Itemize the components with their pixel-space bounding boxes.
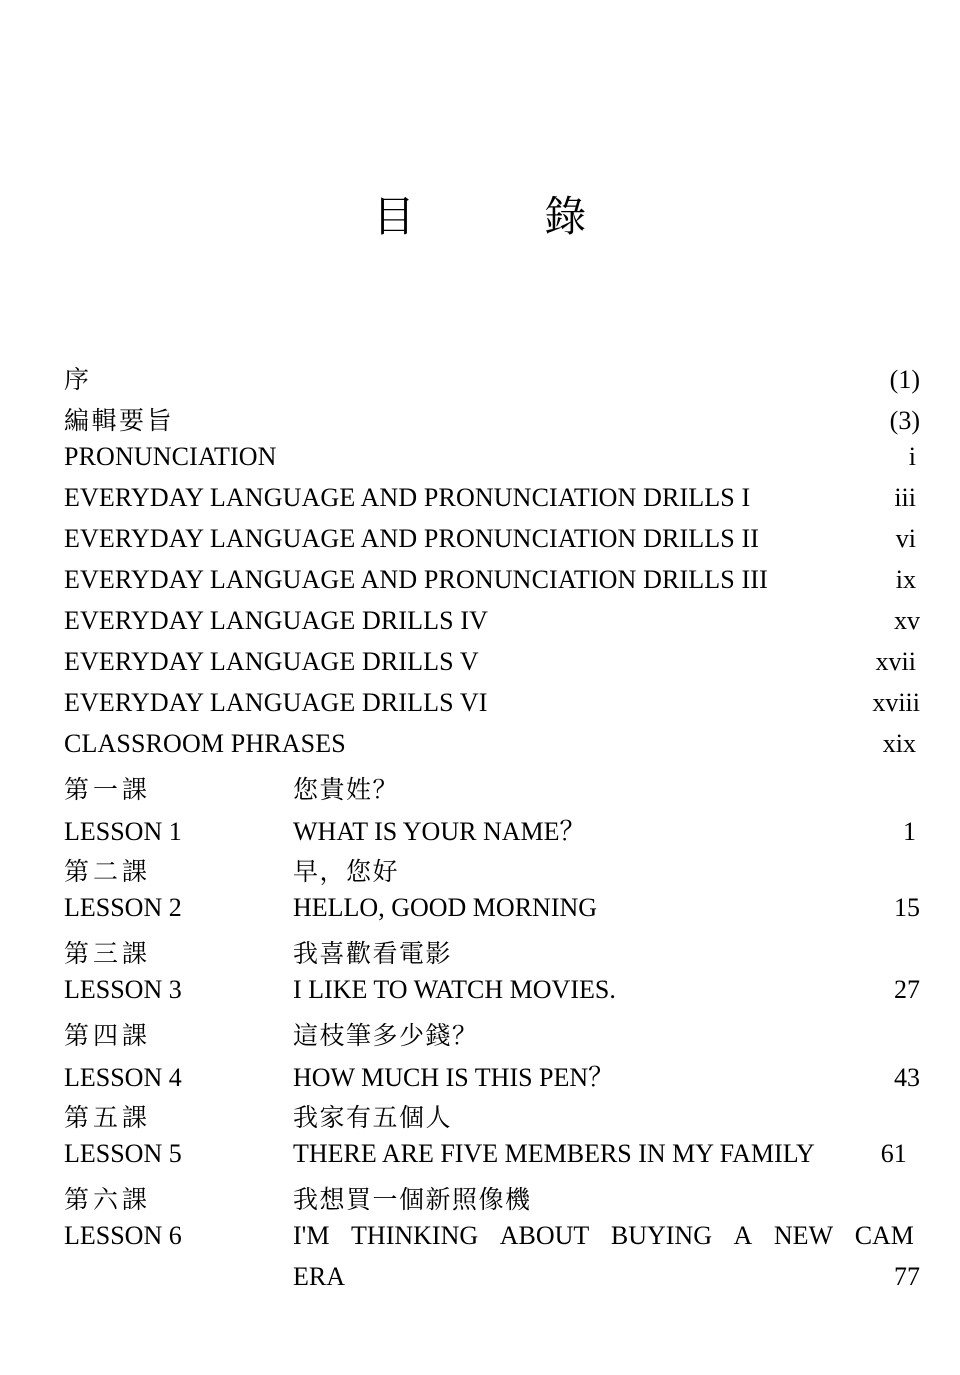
dot-leader (763, 531, 854, 547)
lesson-title-en: I LIKE TO WATCH MOVIES. (293, 975, 616, 1004)
lesson-page: 1 (903, 817, 916, 846)
lesson-number-en: LESSON 1 (64, 817, 182, 846)
lesson-number-cjk: 第五課 (64, 1103, 152, 1132)
toc-entry-label: EVERYDAY LANGUAGE DRILLS IV (64, 606, 489, 635)
toc-entry-classroom-phrases[interactable] (64, 729, 920, 770)
title-word: I'M (293, 1221, 330, 1250)
lesson-cjk-line (64, 852, 920, 893)
toc-entry-page: vi (895, 524, 916, 553)
dot-leader (483, 654, 854, 670)
lesson-page: 77 (894, 1262, 920, 1291)
toc-entry-page: xviii (872, 688, 920, 717)
lesson-en-line-2 (64, 1262, 920, 1303)
lesson-page: 27 (894, 975, 920, 1004)
dot-leader (492, 695, 858, 711)
toc-entry-label: EVERYDAY LANGUAGE AND PRONUNCIATION DRILLS I (64, 483, 751, 512)
lesson-en-line (64, 893, 920, 934)
dot-leader (601, 900, 858, 916)
lesson-number-en: LESSON 2 (64, 893, 182, 922)
lesson-number-cjk: 第六課 (64, 1185, 152, 1214)
toc-entry-editorial-notes[interactable] (64, 401, 920, 442)
lesson-en-line (64, 811, 920, 852)
toc-entry-label: CLASSROOM PHRASES (64, 729, 346, 758)
lesson-number-en: LESSON 4 (64, 1063, 182, 1092)
toc-lesson-4[interactable] (64, 1016, 920, 1098)
toc-entry-label: EVERYDAY LANGUAGE DRILLS V (64, 647, 479, 676)
lesson-page: 61 (880, 1139, 907, 1168)
toc-entry-drills-3[interactable] (64, 565, 920, 606)
lesson-title-en: THERE ARE FIVE MEMBERS IN MY FAMILY (293, 1139, 815, 1168)
toc-lesson-6[interactable] (64, 1180, 920, 1303)
toc-entry-page: iii (894, 483, 916, 512)
toc-lesson-5[interactable] (64, 1098, 920, 1180)
title-word: THINKING (351, 1221, 479, 1250)
lesson-cjk-line (64, 1180, 920, 1221)
lesson-title-en-line2: ERA (293, 1262, 345, 1291)
dot-leader (349, 1269, 858, 1285)
toc-entry-drills-6[interactable] (64, 688, 920, 729)
lesson-title-en: HOW MUCH IS THIS PEN？ (293, 1063, 615, 1092)
toc-entry-label: EVERYDAY LANGUAGE DRILLS VI (64, 688, 488, 717)
title-word: ABOUT (499, 1221, 590, 1250)
lesson-title-cjk: 早，您好 (293, 857, 400, 886)
toc-entry-page: xv (894, 606, 920, 635)
lesson-title-en: HELLO, GOOD MORNING (293, 893, 598, 922)
toc-entry-label: PRONUNCIATION (64, 442, 277, 471)
lesson-title-cjk: 您貴姓？ (293, 775, 400, 804)
lesson-title-cjk: 我家有五個人 (293, 1103, 453, 1132)
lesson-title-cjk: 這枝筆多少錢？ (293, 1021, 479, 1050)
dot-leader (350, 736, 854, 752)
toc-lesson-3[interactable] (64, 934, 920, 1016)
lesson-number-cjk: 第三課 (64, 939, 152, 968)
dot-leader (281, 449, 854, 465)
lesson-number-en: LESSON 3 (64, 975, 182, 1004)
dot-leader (178, 413, 858, 429)
lesson-cjk-line (64, 1016, 920, 1057)
lesson-cjk-line (64, 1098, 920, 1139)
toc-lesson-1[interactable] (64, 770, 920, 852)
title-word: NEW (773, 1221, 834, 1250)
toc-entry-preface[interactable] (64, 360, 920, 401)
toc-entry-drills-2[interactable] (64, 524, 920, 565)
toc-lesson-2[interactable] (64, 852, 920, 934)
dot-leader (492, 613, 858, 629)
toc-entry-drills-1[interactable] (64, 483, 920, 524)
lesson-cjk-line (64, 934, 920, 975)
toc-list (64, 360, 920, 1303)
toc-entry-label: EVERYDAY LANGUAGE AND PRONUNCIATION DRILLS II (64, 524, 760, 553)
page-title: 目 錄 (372, 192, 588, 241)
title-word: A (733, 1221, 753, 1250)
lesson-en-line (64, 1139, 920, 1180)
toc-entry-page: (3) (889, 406, 920, 435)
toc-entry-drills-4[interactable] (64, 606, 920, 647)
toc-entry-page: (1) (889, 365, 920, 394)
lesson-page: 15 (894, 893, 920, 922)
dot-leader (772, 572, 854, 588)
lesson-number-en: LESSON 6 (64, 1221, 182, 1250)
title-word: CAM (854, 1221, 914, 1250)
toc-entry-label: 編輯要旨 (64, 406, 175, 435)
lesson-number-cjk: 第二課 (64, 857, 152, 886)
lesson-en-line-1 (64, 1221, 920, 1262)
toc-entry-page: i (908, 442, 916, 471)
dot-leader (590, 824, 854, 840)
lesson-en-line (64, 1057, 920, 1098)
toc-entry-drills-5[interactable] (64, 647, 920, 688)
lesson-page: 43 (894, 1063, 920, 1092)
toc-entry-page: ix (895, 565, 916, 594)
lesson-en-line (64, 975, 920, 1016)
dot-leader (96, 372, 858, 388)
lesson-title-cjk: 我喜歡看電影 (293, 939, 453, 968)
dot-leader (618, 1070, 858, 1086)
toc-entry-page: xvii (875, 647, 916, 676)
lesson-cjk-line (64, 770, 920, 811)
lesson-title-en-line1 (293, 1221, 920, 1251)
lesson-title-cjk: 我想買一個新照像機 (293, 1185, 532, 1214)
dot-leader (620, 982, 858, 998)
toc-entry-page: xix (882, 729, 916, 758)
lesson-title-en: WHAT IS YOUR NAME？ (293, 817, 586, 846)
toc-entry-label: EVERYDAY LANGUAGE AND PRONUNCIATION DRILLS III (64, 565, 768, 594)
toc-entry-pronunciation[interactable] (64, 442, 920, 483)
toc-entry-label: 序 (64, 365, 92, 394)
lesson-number-en: LESSON 5 (64, 1139, 182, 1168)
title-word: BUYING (610, 1221, 712, 1250)
dot-leader (819, 1146, 845, 1162)
lesson-number-cjk: 第一課 (64, 775, 152, 804)
dot-leader (754, 490, 854, 506)
lesson-number-cjk: 第四課 (64, 1021, 152, 1050)
